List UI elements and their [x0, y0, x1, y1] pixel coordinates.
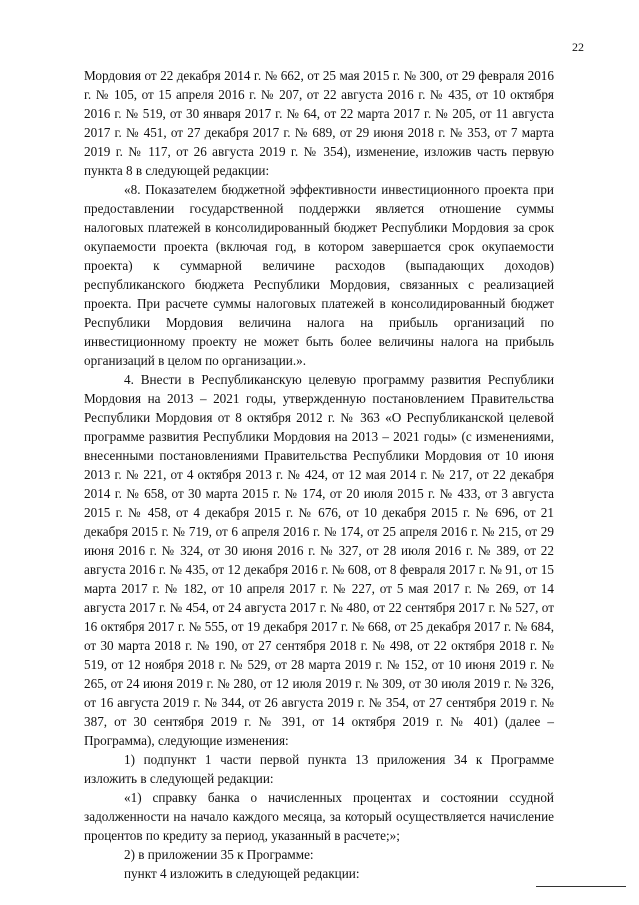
paragraph-subitem-2: 2) в приложении 35 к Программе: [124, 847, 314, 862]
paragraph-amendment-list: Мордовия от 22 декабря 2014 г. № 662, от 25 мая 2015 г. № 300, от 29 февраля 2016 г. № 105, от 15 апреля 2016 г. № 207, от 22 августа 2016 г. № 435, от 10 октября 2016 г. № 519, от 30 января 2017 г. № 64, от 22 марта 2017 г. № 205, от 11 августа 2017 г. № 451, от 27 декабря 2017 г. № 689, от 29 июня 2018 г. № 353, от 7 марта 2019 г. № 117, от 26 августа 2019 г. № 354), изменение, изложив часть первую пункта 8 в следующей редакции: [84, 68, 554, 178]
paragraph-point-4: пункт 4 изложить в следующей редакции: [124, 866, 360, 881]
page-number: 22 [572, 40, 584, 54]
paragraph-quoted-subitem-1: «1) справку банка о начисленных процентах и состоянии ссудной задолженности на начало каждого месяца, за который осуществляется начисление процентов по кредиту за период, указанный в расчете;»; [84, 790, 554, 843]
paragraph-subitem-1: 1) подпункт 1 части первой пункта 13 приложения 34 к Программе изложить в следующей редакции: [84, 752, 554, 786]
paragraph-item-4: 4. Внести в Республиканскую целевую программу развития Республики Мордовия на 2013 – 2021 годы, утвержденную постановлением Правительства Республики Мордовия от 8 октября 2012 г. № 363 «О Республиканской целевой программе развития Республики Мордовия на 2013 – 2021 годы» (с изменениями, внесенными постановлениями Правительства Республики Мордовия от 10 июня 2013 г. № 221, от 4 октября 2013 г. № 424, от 12 мая 2014 г. № 217, от 22 декабря 2014 г. № 658, от 30 марта 2015 г. № 174, от 20 июля 2015 г. № 433, от 3 августа 2015 г. № 458, от 4 декабря 2015 г. № 676, от 10 декабря 2015 г. № 696, от 21 декабря 2015 г. № 719, от 6 апреля 2016 г. № 174, от 25 апреля 2016 г. № 215, от 29 июня 2016 г. № 324, от 30 июня 2016 г. № 327, от 28 июля 2016 г. № 389, от 22 августа 2016 г. № 435, от 12 декабря 2016 г. № 608, от 8 февраля 2017 г. № 91, от 15 марта 2017 г. № 182, от 10 апреля 2017 г. № 227, от 5 мая 2017 г. № 269, от 14 августа 2017 г. № 454, от 24 августа 2017 г. № 480, от 22 сентября 2017 г. № 527, от 16 октября 2017 г. № 555, от 19 декабря 2017 г. № 668, от 25 декабря 2017 г. № 684, от 30 марта 2018 г. № 190, от 27 сентября 2018 г. № 498, от 22 октября 2018 г. № 519, от 12 ноября 2018 г. № 529, от 28 марта 2019 г. № 152, от 10 июня 2019 г. № 265, от 24 июня 2019 г. № 280, от 12 июля 2019 г. № 309, от 30 июля 2019 г. № 326, от 16 августа 2019 г. № 344, от 26 августа 2019 г. № 354, от 27 сентября 2019 г. № 387, от 30 сентября 2019 г. № 391, от 14 октября 2019 г. № 401) (далее – Программа), следующие изменения: [84, 372, 554, 748]
document-body [84, 66, 554, 883]
footer-rule [536, 886, 626, 887]
paragraph-clause-8: «8. Показателем бюджетной эффективности инвестиционного проекта при предоставлении государственной поддержки является отношение суммы налоговых платежей в консолидированный бюджет Республики Мордовия за срок окупаемости проекта (включая год, в котором завершается срок окупаемости проекта) к суммарной величине расходов (выпадающих доходов) республиканского бюджета Республики Мордовия, связанных с реализацией проекта. При расчете суммы налоговых платежей в консолидированный бюджет Республики Мордовия величина налога на прибыль организаций по инвестиционному проекту не может быть более величины налога на прибыль организаций в целом по организации.». [84, 182, 554, 368]
